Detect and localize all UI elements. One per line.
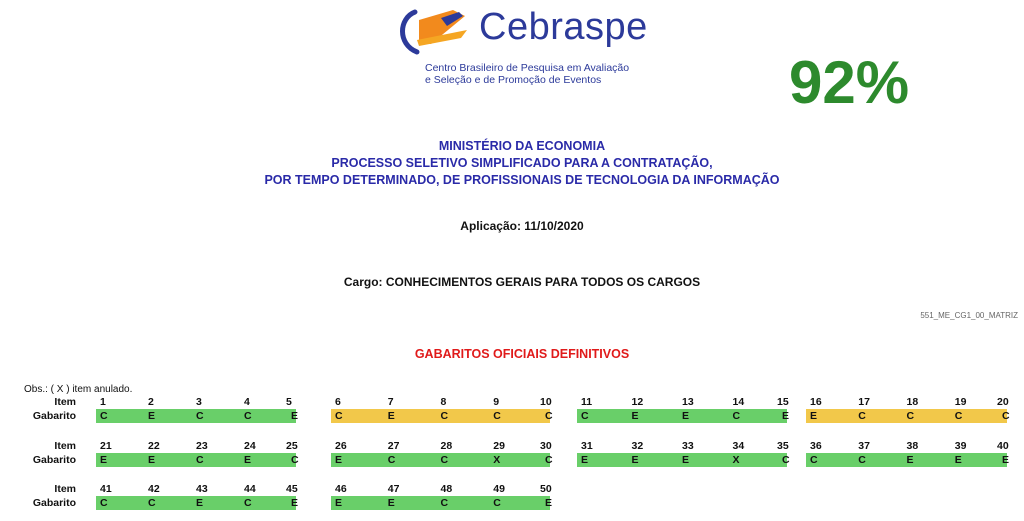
- answer-cell: C: [858, 410, 866, 422]
- answer-cell: C: [440, 410, 449, 422]
- cebraspe-logo: [395, 4, 655, 86]
- answer-cell: C: [810, 454, 818, 466]
- answer-cell: E: [291, 410, 299, 422]
- answer-cell: C: [954, 410, 963, 422]
- item-number: 15: [777, 396, 789, 408]
- answer-cell: E: [954, 454, 962, 466]
- answer-cell: C: [858, 454, 866, 466]
- cargo-title: Cargo: CONHECIMENTOS GERAIS PARA TODOS OS CARGOS: [343, 275, 701, 289]
- item-number: 50: [540, 483, 552, 495]
- item-number: 38: [906, 440, 919, 452]
- item-number: 25: [286, 440, 298, 452]
- item-number: 44: [244, 483, 256, 495]
- document-code: 551_ME_CG1_00_MATRIZ: [920, 311, 1018, 320]
- item-number: 16: [810, 396, 822, 408]
- item-number: 43: [196, 483, 208, 495]
- aplicacao-date: Aplicação: 11/10/2020: [460, 219, 584, 233]
- answer-cell: X: [493, 454, 501, 466]
- item-number: 9: [493, 396, 500, 408]
- item-label: Item: [54, 440, 76, 452]
- item-number: 40: [997, 440, 1009, 452]
- answer-cell: C: [196, 410, 204, 422]
- item-number: 4: [244, 396, 250, 408]
- item-number: 3: [196, 396, 202, 408]
- item-number: 30: [540, 440, 552, 452]
- gabarito-title: GABARITOS OFICIAIS DEFINITIVOS: [414, 347, 630, 361]
- item-number: 24: [244, 440, 256, 452]
- answer-cell: E: [148, 410, 156, 422]
- item-number: 20: [997, 396, 1009, 408]
- answer-cell: E: [387, 497, 395, 509]
- obs-note: Obs.: ( X ) item anulado.: [24, 384, 133, 395]
- answer-cell: C: [545, 410, 553, 422]
- logo-subtitle-line2: e Seleção e de Promoção de Eventos: [425, 74, 602, 86]
- logo-subtitle: [425, 62, 655, 86]
- answer-cell: C: [732, 410, 741, 422]
- answer-cell: E: [906, 454, 914, 466]
- answer-cell: C: [440, 454, 449, 466]
- answer-cell: E: [196, 497, 204, 509]
- item-number: 6: [335, 396, 341, 408]
- answer-cell: E: [682, 454, 690, 466]
- item-number: 14: [732, 396, 745, 408]
- item-number: 12: [631, 396, 644, 408]
- answer-cell: E: [581, 454, 589, 466]
- item-number: 35: [777, 440, 789, 452]
- answer-cell: C: [1002, 410, 1010, 422]
- item-number: 47: [387, 483, 400, 495]
- answer-cell: X: [732, 454, 740, 466]
- answer-cell: C: [335, 410, 343, 422]
- answer-cell: C: [906, 410, 915, 422]
- item-number: 28: [440, 440, 453, 452]
- answer-cell: C: [196, 454, 204, 466]
- item-number: 7: [387, 396, 394, 408]
- answer-cell: C: [782, 454, 790, 466]
- item-number: 48: [440, 483, 453, 495]
- item-number: 8: [440, 396, 447, 408]
- gabarito-label: Gabarito: [32, 454, 76, 466]
- item-number: 26: [335, 440, 347, 452]
- answer-cell: E: [244, 454, 252, 466]
- item-number: 41: [100, 483, 112, 495]
- item-number: 23: [196, 440, 208, 452]
- answer-cell: E: [810, 410, 818, 422]
- item-number: 34: [732, 440, 745, 452]
- answer-cell: E: [545, 497, 553, 509]
- item-number: 11: [581, 396, 593, 408]
- item-number: 45: [286, 483, 298, 495]
- answer-cell: C: [148, 497, 156, 509]
- item-number: 13: [682, 396, 694, 408]
- item-number: 49: [493, 483, 505, 495]
- answer-cell: C: [493, 410, 501, 422]
- answer-cell: C: [291, 454, 299, 466]
- item-number: 1: [100, 396, 106, 408]
- header-line3: POR TEMPO DETERMINADO, DE PROFISSIONAIS DE TECNOLOGIA DA INFORMAÇÃO: [264, 173, 780, 187]
- item-number: 17: [858, 396, 870, 408]
- item-number: 2: [148, 396, 154, 408]
- item-number: 36: [810, 440, 822, 452]
- answer-cell: E: [631, 454, 639, 466]
- item-number: 39: [954, 440, 967, 452]
- item-number: 32: [631, 440, 644, 452]
- item-number: 29: [493, 440, 505, 452]
- item-number: 22: [148, 440, 160, 452]
- answer-cell: C: [493, 497, 501, 509]
- answer-cell: E: [291, 497, 299, 509]
- item-number: 5: [286, 396, 292, 408]
- answer-cell: C: [100, 497, 108, 509]
- logo-name: Cebraspe: [479, 6, 648, 48]
- item-number: 10: [540, 396, 552, 408]
- answer-cell: C: [244, 410, 252, 422]
- item-number: 46: [335, 483, 347, 495]
- answer-cell: C: [440, 497, 449, 509]
- item-label: Item: [54, 483, 76, 495]
- answer-cell: C: [581, 410, 589, 422]
- answer-cell: E: [682, 410, 690, 422]
- item-number: 27: [387, 440, 400, 452]
- score-percentage: 92%: [789, 49, 910, 116]
- item-label: Item: [54, 396, 76, 408]
- answer-cell: E: [335, 454, 343, 466]
- logo-subtitle-line1: Centro Brasileiro de Pesquisa em Avaliação: [425, 62, 630, 74]
- answer-cell: E: [387, 410, 395, 422]
- item-number: 19: [954, 396, 967, 408]
- item-number: 18: [906, 396, 919, 408]
- item-number: 33: [682, 440, 694, 452]
- answer-cell: C: [244, 497, 252, 509]
- item-number: 37: [858, 440, 870, 452]
- answer-cell: E: [100, 454, 108, 466]
- answer-cell: C: [387, 454, 396, 466]
- answer-cell: E: [631, 410, 639, 422]
- answer-cell: E: [782, 410, 790, 422]
- answer-cell: C: [100, 410, 108, 422]
- header-line1: MINISTÉRIO DA ECONOMIA: [438, 139, 606, 153]
- answer-cell: E: [1002, 454, 1010, 466]
- item-number: 31: [581, 440, 593, 452]
- answer-cell: E: [148, 454, 156, 466]
- answer-cell: E: [335, 497, 343, 509]
- item-number: 21: [100, 440, 112, 452]
- header-line2: PROCESSO SELETIVO SIMPLIFICADO PARA A CONTRATAÇÃO,: [331, 156, 713, 170]
- item-number: 42: [148, 483, 160, 495]
- answer-cell: C: [545, 454, 553, 466]
- pencil-swoosh-icon: [395, 4, 475, 64]
- gabarito-label: Gabarito: [32, 497, 76, 509]
- gabarito-label: Gabarito: [32, 410, 76, 422]
